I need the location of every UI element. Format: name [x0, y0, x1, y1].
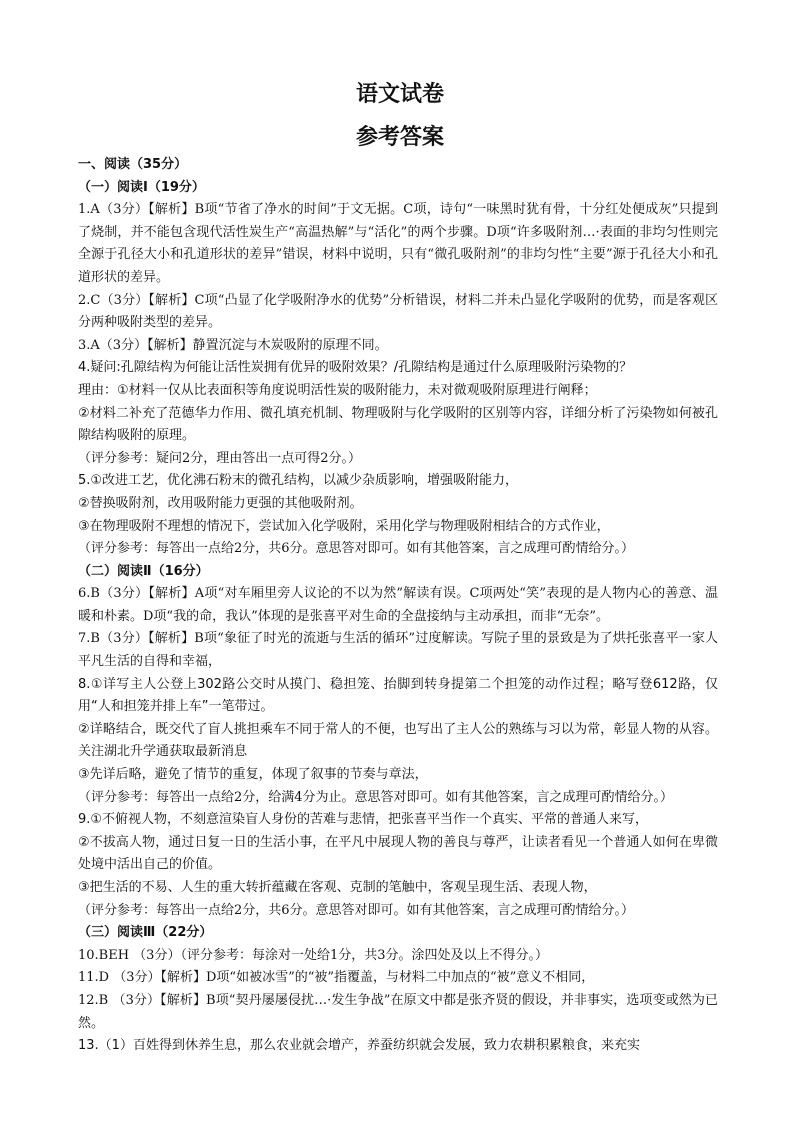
answer-paragraph: （评分参考：每答出一点给2分，共6分。意思答对即可。如有其他答案，言之成理可酌情给分。）: [78, 541, 635, 557]
answer-paragraph: 12.B （3分）【解析】B项“契丹屡屡侵扰…·发生争战”在原文中都是张齐贤的假设，并非事实，选项变或然为已然。: [78, 992, 718, 1031]
answer-paragraph: 9.①不俯视人物，不刻意渲染盲人身份的苦难与悲情，把张喜平当作一个真实、平常的普通人来写，: [78, 812, 649, 828]
answer-paragraph: 6.B（3分）【解析】A项“对车厢里旁人议论的不以为然”解读有误。C项两处“笑”表现的是人物内心的善意、温暖和朴素。D项“我的命，我认”体现的是张喜平对生命的全盘接纳与主动承担，而非“无奈”。: [78, 586, 718, 624]
page-title: 语文试卷: [355, 82, 444, 107]
answer-paragraph: ③在物理吸附不理想的情况下，尝试加入化学吸附，采用化学与物理吸附相结合的方式作业，: [78, 518, 610, 534]
answer-paragraph: 10.BEH （3分）（评分参考：每涂对一处给1分，共3分。涂四处及以上不得分。）: [78, 947, 548, 963]
answer-paragraph: ②替换吸附剂，改用吸附能力更强的其他吸附剂。: [78, 495, 363, 511]
answer-paragraph: （评分参考：每答出一点给2分，共6分。意思答对即可。如有其他答案，言之成理可酌情给分。）: [78, 902, 635, 918]
answer-paragraph: ②详略结合，既交代了盲人挑担乘车不同于常人的不便，也写出了主人公的熟练与习以为常，彰显人物的从容。关注湖北升学通获取最新消息: [78, 721, 718, 760]
section-heading: （一）阅读Ⅰ（19分）: [78, 179, 205, 195]
section-heading: 一、阅读（35分）: [78, 157, 188, 172]
answer-paragraph: 1.A（3分）【解析】B项“节省了净水的时间”于文无据。C项，诗句“一味黑时犹有骨，十分红处便成灰”只提到了烧制，并不能包含现代活性炭生产“高温热解”与“活化”的两个步骤。D项“许多吸附剂…·表面的非均匀性则完全源于孔径大小和孔道形状的差异”错误，材料中说明，只有“微孔吸附剂”的非均匀性“主要”源于孔径大小和孔道形状的差异。: [78, 202, 718, 285]
answer-paragraph: （评分参考：每答出一点给2分，给满4分为止。意思答对即可。如有其他答案，言之成理可酌情给分。）: [78, 789, 674, 805]
answer-paragraph: 13.（1）百姓得到休养生息，那么农业就会增产，养蚕纺织就会发展，致力农耕积累粮食，来充实: [78, 1038, 640, 1054]
answer-paragraph: ③先详后略，避免了情节的重复，体现了叙事的节奏与章法，: [78, 767, 428, 783]
answer-paragraph: 8.①详写主人公登上302路公交时从摸门、稳担笼、抬脚到转身提第二个担笼的动作过程；略写登612路，仅用“人和担笼并排上车”一笔带过。: [78, 676, 718, 715]
answer-paragraph: （评分参考：疑问2分，理由答出一点可得2分。）: [78, 450, 362, 466]
answer-paragraph: 2.C（3分）【解析】C项“凸显了化学吸附净水的优势”分析错误，材料二并未凸显化学吸附的优势，而是客观区分两种吸附类型的差异。: [78, 292, 718, 331]
answer-paragraph: ②不拔高人物，通过日复一日的生活小事，在平凡中展现人物的善良与尊严，让读者看见一个普通人如何在卑微处境中活出自己的价值。: [78, 834, 718, 873]
section-heading: （三）阅读Ⅲ（22分）: [78, 925, 213, 941]
answer-content: [78, 154, 718, 1058]
answer-paragraph: ②材料二补充了范德华力作用、微孔填充机制、物理吸附与化学吸附的区别等内容，详细分析了污染物如何被孔隙结构吸附的原理。: [78, 405, 718, 444]
page-subtitle: 参考答案: [355, 125, 444, 150]
answer-paragraph: ③把生活的不易、人生的重大转折蕴藏在客观、克制的笔触中，客观呈现生活、表现人物，: [78, 880, 597, 895]
section-heading: （二）阅读Ⅱ（16分）: [78, 563, 209, 579]
answer-paragraph: 7.B（3分）【解析】B项“象征了时光的流逝与生活的循环”过度解读。写院子里的景致是为了烘托张喜平一家人平凡生活的自得和幸福，: [78, 631, 718, 670]
answer-paragraph: 理由：①材料一仅从比表面积等角度说明活性炭的吸附能力，未对微观吸附原理进行阐释；: [78, 382, 597, 398]
answer-paragraph: 3.A（3分）【解析】静置沉淀与木炭吸附的原理不同。: [78, 337, 388, 353]
answer-paragraph: 11.D （3分）【解析】D项“如被冰雪”的“被”指覆盖，与材料二中加点的“被”意义不相同，: [78, 970, 595, 986]
answer-paragraph: 4.疑问:孔隙结构为何能让活性炭拥有优异的吸附效果？/孔隙结构是通过什么原理吸附污染物的？: [78, 360, 633, 376]
answer-paragraph: 5.①改进工艺，优化沸石粉末的微孔结构，以减少杂质影响，增强吸附能力，: [78, 473, 519, 489]
